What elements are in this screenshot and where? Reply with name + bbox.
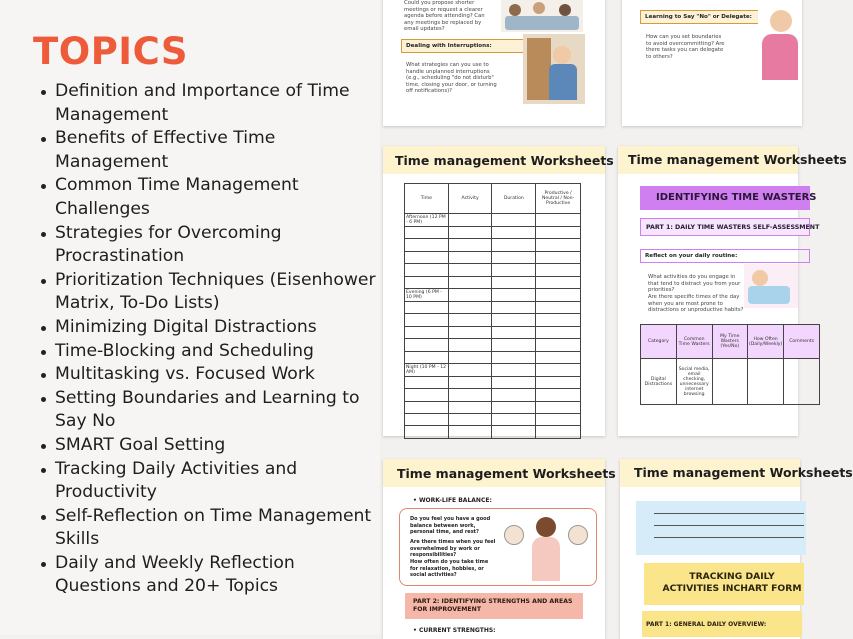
topics-heading: TOPICS — [33, 30, 189, 73]
work-life-heading: • WORK-LIFE BALANCE: — [413, 497, 492, 504]
table-row — [405, 339, 581, 351]
worksheet-work-life — [383, 459, 616, 639]
col-productive: Productive / Neutral / Non-Productive — [536, 184, 581, 214]
col-mine: My Time Wasters (Yes/No) — [712, 325, 747, 359]
part1-overview-box — [642, 611, 802, 637]
part1-label: PART 1: DAILY TIME WASTERS SELF-ASSESSMENT — [646, 224, 820, 231]
table-cell — [448, 214, 492, 227]
balance-illustration — [502, 513, 592, 583]
distracted-illustration — [744, 264, 798, 308]
col-activity: Activity — [448, 184, 492, 214]
part2-box — [405, 593, 583, 619]
topic-item: Multitasking vs. Focused Work — [36, 363, 376, 387]
table-cell — [492, 376, 536, 388]
table-cell — [405, 426, 449, 438]
table-cell — [492, 276, 536, 288]
table-cell — [536, 314, 581, 326]
table-cell — [405, 326, 449, 338]
part2-label: PART 2: IDENTIFYING STRENGTHS AND AREAS FOR IMPROVEMENT — [413, 598, 573, 613]
table-cell — [448, 227, 492, 239]
worksheet-interruptions — [383, 0, 605, 126]
table-row — [405, 314, 581, 326]
table-cell — [492, 389, 536, 401]
table-cell — [536, 376, 581, 388]
table-cell — [492, 401, 536, 413]
topics-list — [36, 80, 376, 599]
table-cell — [536, 401, 581, 413]
strengths-heading: • CURRENT STRENGTHS: — [413, 627, 496, 634]
say-no-illustration — [758, 4, 802, 84]
topic-item: Definition and Importance of Time Management — [36, 80, 376, 127]
time-wasters-banner — [640, 186, 817, 210]
interruptions-label: Dealing with Interruptions: — [406, 43, 492, 49]
worksheet-tracking — [620, 459, 853, 639]
table-cell — [448, 363, 492, 376]
table-cell — [448, 264, 492, 276]
table-cell — [492, 239, 536, 251]
overwhelmed-question: Are there times when you feel overwhelmed by work or responsibilities? — [410, 539, 496, 559]
reflect-box — [640, 249, 810, 263]
topic-item: Strategies for Overcoming Procrastination — [36, 222, 376, 269]
distractions-question: What activities do you engage in that tend to distract you from your priorities? — [648, 274, 741, 294]
table-cell — [405, 239, 449, 251]
balance-question: Do you feel you have a good balance between work, personal time, and rest? — [410, 516, 491, 536]
notes-lines-box — [636, 501, 806, 555]
table-row — [405, 227, 581, 239]
worksheet-boundaries — [622, 0, 802, 126]
table-cell — [536, 251, 581, 263]
interruption-illustration — [523, 34, 585, 104]
boundaries-section — [640, 10, 760, 24]
table-cell — [448, 301, 492, 313]
period-label: Afternoon (12 PM - 6 PM) — [405, 214, 449, 227]
table-cell — [448, 351, 492, 363]
topic-item: SMART Goal Setting — [36, 434, 376, 458]
topic-item: Tracking Daily Activities and Productivity — [36, 458, 376, 505]
table-cell — [536, 214, 581, 227]
table-cell — [536, 414, 581, 426]
table-row — [405, 301, 581, 313]
table-cell — [405, 227, 449, 239]
topic-item: Prioritization Techniques (Eisenhower Matrix, To-Do Lists) — [36, 269, 376, 316]
table-cell — [405, 351, 449, 363]
table-cell — [536, 288, 581, 301]
table-cell — [536, 239, 581, 251]
table-cell — [492, 301, 536, 313]
table-cell — [492, 426, 536, 438]
table-cell — [448, 339, 492, 351]
table-row — [405, 389, 581, 401]
table-cell — [448, 376, 492, 388]
row-comments — [784, 359, 820, 405]
table-cell — [448, 401, 492, 413]
work-life-label: WORK-LIFE BALANCE: — [418, 497, 492, 504]
worksheet-title: Time management Worksheets — [634, 465, 853, 480]
table-cell — [448, 288, 492, 301]
table-cell — [536, 227, 581, 239]
tracking-banner-text: TRACKING DAILY ACTIVITIES INCHART FORM — [662, 571, 802, 594]
table-row — [405, 239, 581, 251]
table-row — [405, 264, 581, 276]
table-row — [405, 414, 581, 426]
topic-item: Self-Reflection on Time Management Skills — [36, 505, 376, 552]
work-life-box — [399, 508, 597, 586]
interruptions-question: What strategies can you use to handle unplanned interruptions (e.g., scheduling "do not disturb" time, closing your door, or turning off notifications)? — [406, 62, 497, 95]
table-row — [405, 363, 581, 376]
table-row — [405, 401, 581, 413]
table-cell — [492, 351, 536, 363]
table-row — [405, 214, 581, 227]
topics-panel — [0, 0, 380, 635]
worksheet-daily-log — [383, 146, 614, 436]
table-cell — [492, 251, 536, 263]
strengths-label: CURRENT STRENGTHS: — [418, 627, 496, 634]
table-cell — [405, 339, 449, 351]
table-cell — [448, 276, 492, 288]
table-cell — [536, 363, 581, 376]
table-cell — [536, 301, 581, 313]
worksheet-time-wasters — [618, 146, 847, 436]
row-category: Digital Distractions — [641, 359, 677, 405]
table-cell — [405, 389, 449, 401]
reflect-label: Reflect on your daily routine: — [645, 253, 738, 259]
col-comments: Comments — [784, 325, 820, 359]
col-common: Common Time Wasters — [676, 325, 712, 359]
table-cell — [448, 326, 492, 338]
topic-item: Time-Blocking and Scheduling — [36, 340, 376, 364]
worksheet-title: Time management Worksheets — [397, 466, 616, 481]
table-cell — [536, 326, 581, 338]
col-time: Time — [405, 184, 449, 214]
table-row — [405, 426, 581, 438]
period-label: Night (10 PM - 12 AM) — [405, 363, 449, 376]
table-cell — [492, 414, 536, 426]
table-row — [405, 376, 581, 388]
table-row — [405, 351, 581, 363]
row-how-often — [747, 359, 783, 405]
topic-item: Common Time Management Challenges — [36, 174, 376, 221]
tracking-banner — [644, 563, 804, 605]
worksheet-title: Time management Worksheets — [628, 152, 847, 167]
col-category: Category — [641, 325, 677, 359]
table-row — [405, 276, 581, 288]
table-cell — [448, 414, 492, 426]
col-duration: Duration — [492, 184, 536, 214]
table-cell — [492, 363, 536, 376]
boundaries-label: Learning to Say "No" or Delegate: — [645, 14, 752, 20]
table-cell — [492, 326, 536, 338]
table-cell — [536, 389, 581, 401]
distraction-times-question: Are there specific times of the day when you are most prone to distractions or unproductive habits? — [648, 294, 744, 314]
row-common: Social media, email checking, unnecessary internet browsing — [676, 359, 712, 405]
time-wasters-table — [640, 324, 820, 405]
table-cell — [492, 264, 536, 276]
table-cell — [405, 401, 449, 413]
table-cell — [405, 264, 449, 276]
table-cell — [405, 251, 449, 263]
part1-overview-label: PART 1: GENERAL DAILY OVERVIEW: — [646, 621, 767, 628]
table-row — [405, 326, 581, 338]
table-cell — [536, 339, 581, 351]
worksheet-title: Time management Worksheets — [395, 153, 614, 168]
topic-item: Benefits of Effective Time Management — [36, 127, 376, 174]
meetings-question: Could you propose shorter meetings or request a clearer agenda before attending? Can any meetings be replaced by email updates? — [404, 0, 485, 33]
table-cell — [448, 426, 492, 438]
meeting-illustration — [501, 0, 583, 32]
table-cell — [492, 227, 536, 239]
table-cell — [536, 264, 581, 276]
table-cell — [405, 414, 449, 426]
topic-item: Daily and Weekly Reflection Questions and 20+ Topics — [36, 552, 376, 599]
row-mine — [712, 359, 747, 405]
table-cell — [405, 301, 449, 313]
table-cell — [492, 339, 536, 351]
topic-item: Minimizing Digital Distractions — [36, 316, 376, 340]
table-cell — [492, 314, 536, 326]
table-cell — [536, 426, 581, 438]
boundaries-question: How can you set boundaries to avoid overcommitting? Are there tasks you can delegate to others? — [646, 34, 725, 60]
relaxation-question: How often do you take time for relaxation, hobbies, or social activities? — [410, 559, 489, 579]
table-cell — [405, 314, 449, 326]
banner-text: IDENTIFYING TIME WASTERS — [656, 192, 817, 203]
table-cell — [405, 376, 449, 388]
col-how-often: How Often (Daily/Weekly) — [747, 325, 783, 359]
table-cell — [448, 389, 492, 401]
table-row — [405, 251, 581, 263]
table-cell — [536, 276, 581, 288]
period-label: Evening (6 PM - 10 PM) — [405, 288, 449, 301]
interruptions-section — [401, 39, 526, 53]
part1-box — [640, 218, 820, 236]
table-cell — [448, 314, 492, 326]
table-cell — [492, 288, 536, 301]
topic-item: Setting Boundaries and Learning to Say No — [36, 387, 376, 434]
table-row — [405, 288, 581, 301]
table-cell — [448, 239, 492, 251]
table-cell — [405, 276, 449, 288]
table-cell — [536, 351, 581, 363]
table-cell — [492, 214, 536, 227]
table-cell — [448, 251, 492, 263]
activity-log-table — [404, 183, 581, 439]
